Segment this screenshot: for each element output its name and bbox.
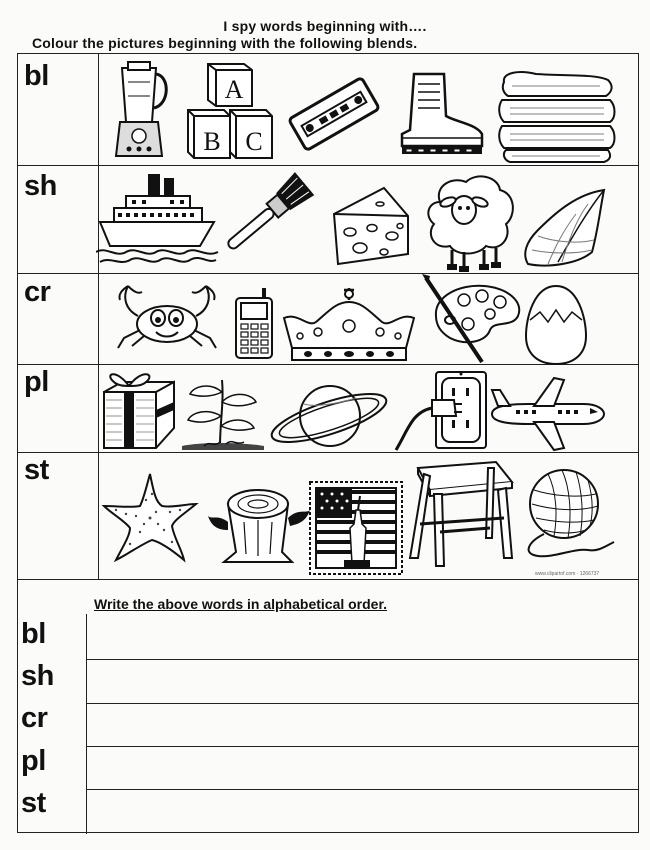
worksheet-instructions: Colour the pictures beginning with the following blends. bbox=[32, 35, 418, 51]
plane-icon bbox=[488, 376, 606, 452]
row-divider bbox=[18, 273, 638, 274]
crown-icon bbox=[278, 288, 420, 364]
present-icon bbox=[96, 364, 180, 454]
planet-icon bbox=[266, 376, 392, 456]
phone-icon bbox=[232, 286, 276, 362]
blend-label-st: st bbox=[24, 454, 49, 486]
writing-line bbox=[86, 659, 638, 660]
ship-icon bbox=[96, 168, 220, 268]
blend-label-cr: cr bbox=[24, 276, 51, 308]
blend-label-pl: pl bbox=[24, 366, 49, 398]
string-ball-icon bbox=[518, 464, 618, 564]
palette-icon bbox=[420, 272, 524, 366]
block-letter-c: C bbox=[245, 127, 263, 156]
cracked-egg-icon bbox=[524, 282, 588, 366]
block-letter-b: B bbox=[203, 127, 221, 156]
boot-icon bbox=[396, 70, 488, 160]
blankets-icon bbox=[496, 64, 618, 164]
brush-icon bbox=[222, 172, 318, 256]
writing-column-divider bbox=[86, 614, 87, 834]
writing-label-bl: bl bbox=[21, 618, 46, 650]
writing-line bbox=[86, 703, 638, 704]
block-letter-a: A bbox=[224, 75, 244, 104]
writing-line bbox=[86, 746, 638, 747]
plug-icon bbox=[392, 370, 492, 454]
blocks-icon bbox=[184, 58, 276, 162]
writing-label-sh: sh bbox=[21, 660, 54, 692]
writing-label-cr: cr bbox=[21, 702, 48, 734]
writing-label-pl: pl bbox=[21, 745, 46, 777]
stool-icon bbox=[404, 458, 516, 568]
blend-label-sh: sh bbox=[24, 170, 57, 202]
sheep-icon bbox=[420, 172, 520, 274]
clipart-credit: www.clipartof.com · 1266737 bbox=[535, 571, 600, 577]
shell-icon bbox=[518, 180, 608, 270]
cheese-icon bbox=[330, 184, 412, 268]
crab-icon bbox=[114, 280, 220, 352]
starfish-icon bbox=[100, 470, 200, 564]
writing-label-st: st bbox=[21, 787, 46, 819]
alphabetical-order-instruction: Write the above words in alphabetical order. bbox=[94, 596, 388, 612]
row-divider bbox=[18, 165, 638, 166]
blade-icon bbox=[286, 74, 382, 154]
stump-icon bbox=[206, 482, 312, 566]
blender-icon bbox=[104, 60, 174, 160]
worksheet-title: I spy words beginning with…. bbox=[223, 18, 427, 34]
row-divider bbox=[18, 579, 638, 580]
blend-label-bl: bl bbox=[24, 60, 49, 92]
writing-line bbox=[86, 789, 638, 790]
column-divider bbox=[98, 54, 99, 579]
stamp-icon bbox=[308, 480, 404, 576]
plant-icon bbox=[180, 372, 266, 452]
